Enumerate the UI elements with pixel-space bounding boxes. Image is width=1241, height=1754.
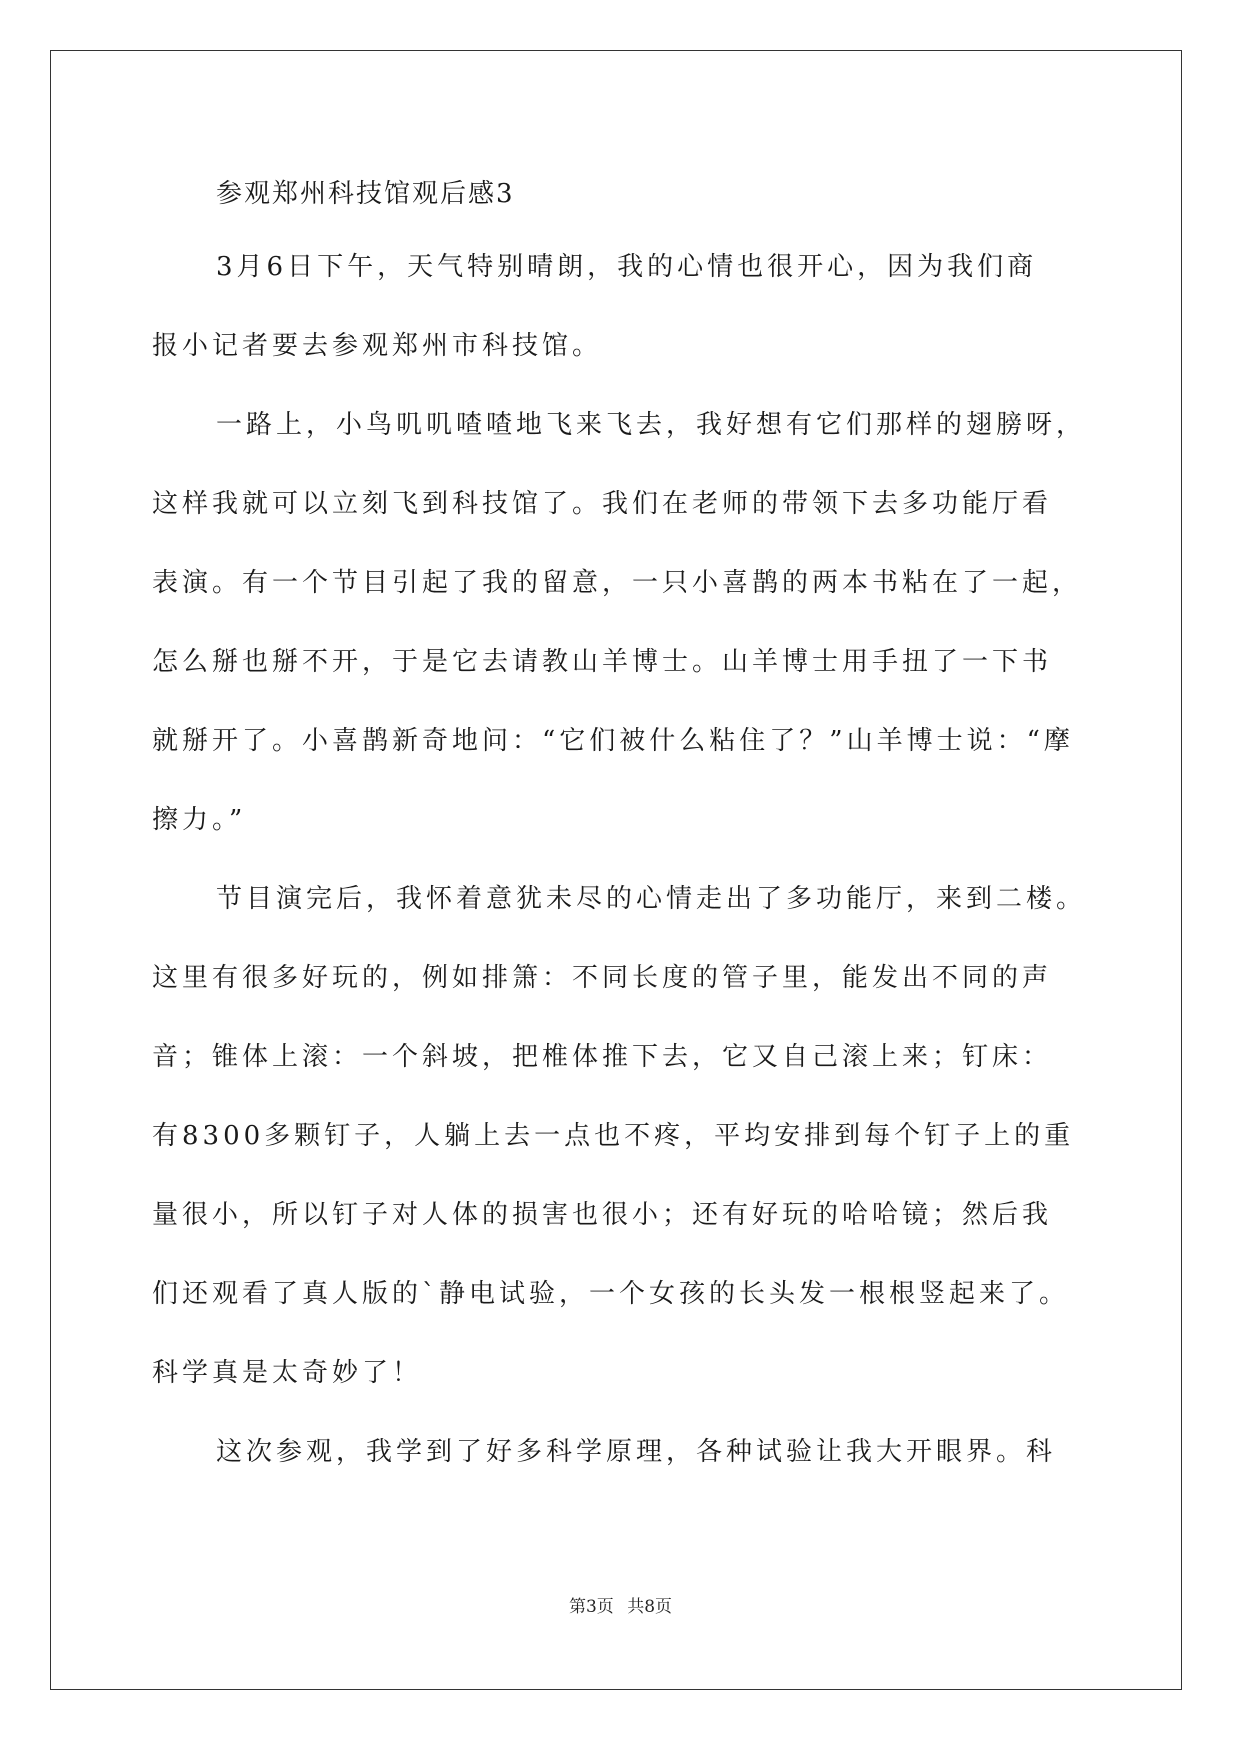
text-line: 一路上，小鸟叽叽喳喳地飞来飞去，我好想有它们那样的翅膀呀， [216, 410, 1087, 440]
paragraph [152, 228, 1092, 386]
text-line: 节目演完后，我怀着意犹未尽的心情走出了多功能厅，来到二楼。 [216, 884, 1087, 914]
text-line: 怎么掰也掰不开，于是它去请教山羊博士。山羊博士用手扭了一下书 [152, 647, 1053, 677]
text-line: 这里有很多好玩的，例如排箫：不同长度的管子里，能发出不同的声 [152, 963, 1053, 993]
document-body [152, 160, 1092, 1492]
text-line: 就掰开了。小喜鹊新奇地问：“它们被什么粘住了？”山羊博士说：“摩 [152, 726, 1074, 756]
text-line: 3月6日下午，天气特别晴朗，我的心情也很开心，因为我们商 [216, 252, 1038, 282]
text-line: 表演。有一个节目引起了我的留意，一只小喜鹊的两本书粘在了一起， [152, 568, 1083, 598]
text-line: 报小记者要去参观郑州市科技馆。 [152, 331, 603, 361]
text-line: 这样我就可以立刻飞到科技馆了。我们在老师的带领下去多功能厅看 [152, 489, 1053, 519]
text-line: 音；锥体上滚：一个斜坡，把椎体推下去，它又自己滚上来；钉床： [152, 1042, 1053, 1072]
page-number: 第3页 [568, 1597, 614, 1617]
page-footer [0, 1592, 1241, 1617]
text-line: 有8300多颗钉子，人躺上去一点也不疼，平均安排到每个钉子上的重 [152, 1121, 1075, 1151]
paragraph [152, 386, 1092, 860]
document-title: 参观郑州科技馆观后感3 [216, 179, 515, 209]
text-line: 量很小，所以钉子对人体的损害也很小；还有好玩的哈哈镜；然后我 [152, 1200, 1053, 1230]
text-line: 擦力。” [152, 805, 247, 835]
text-line: 们还观看了真人版的`静电试验，一个女孩的长头发一根根竖起来了。 [152, 1279, 1070, 1309]
text-line: 科学真是太奇妙了！ [152, 1358, 423, 1388]
page-total: 共8页 [627, 1597, 673, 1617]
text-line: 这次参观，我学到了好多科学原理，各种试验让我大开眼界。科 [216, 1437, 1057, 1467]
paragraph [152, 1413, 1092, 1492]
paragraph [152, 860, 1092, 1413]
